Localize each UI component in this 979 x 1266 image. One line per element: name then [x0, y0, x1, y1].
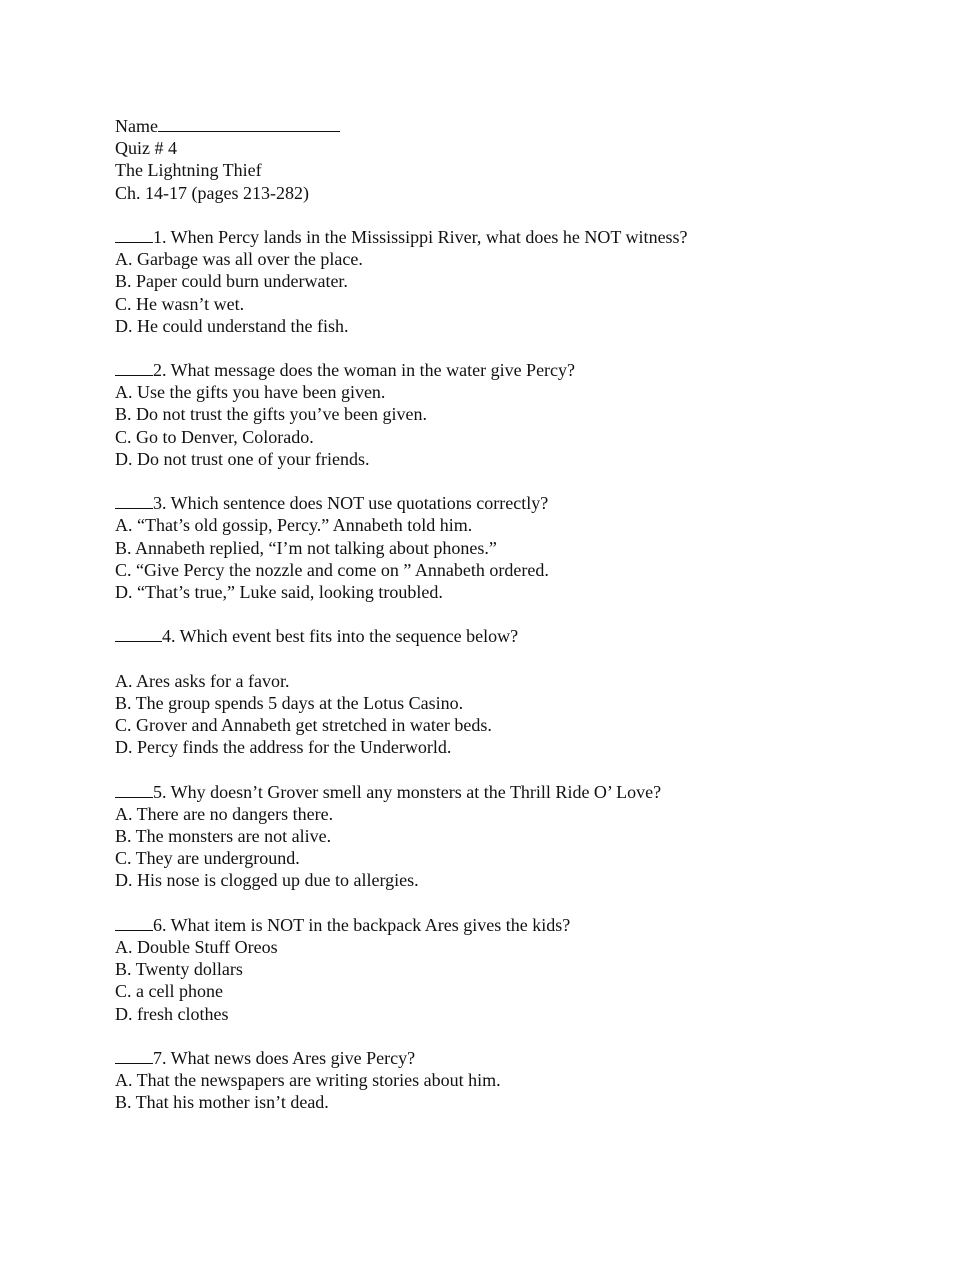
- answer-option: A. That the newspapers are writing stories about him.: [115, 1070, 501, 1091]
- question-6: [115, 914, 935, 1025]
- question-prompt: 6. What item is NOT in the backpack Ares gives the kids?: [115, 914, 935, 936]
- chapter-range: Ch. 14-17 (pages 213-282): [115, 182, 309, 203]
- answer-option: A. Double Stuff Oreos: [115, 936, 278, 957]
- answer-option: D. “That’s true,” Luke said, looking troubled.: [115, 581, 443, 602]
- book-title: The Lightning Thief: [115, 160, 262, 181]
- answer-option: B. Twenty dollars: [115, 959, 243, 980]
- answer-blank[interactable]: [115, 783, 153, 798]
- question-2: [115, 359, 935, 470]
- answer-option: D. Do not trust one of your friends.: [115, 448, 370, 469]
- name-line: [115, 115, 935, 137]
- name-blank-line[interactable]: [158, 115, 340, 132]
- answer-option: D. He could understand the fish.: [115, 315, 349, 336]
- question-prompt: 7. What news does Ares give Percy?: [115, 1047, 935, 1069]
- answer-option: D. Percy finds the address for the Underworld.: [115, 737, 452, 758]
- answer-blank[interactable]: [115, 228, 153, 243]
- answer-option: D. His nose is clogged up due to allergies.: [115, 870, 419, 891]
- answer-option: A. Use the gifts you have been given.: [115, 382, 386, 403]
- name-label: Name: [115, 116, 158, 136]
- answer-option: B. The group spends 5 days at the Lotus Casino.: [115, 692, 464, 713]
- answer-option: D. fresh clothes: [115, 1003, 229, 1024]
- question-3: [115, 492, 935, 603]
- answer-option: A. There are no dangers there.: [115, 803, 334, 824]
- question-prompt: 4. Which event best fits into the sequence below?: [115, 625, 935, 647]
- answer-option: C. Grover and Annabeth get stretched in water beds.: [115, 715, 492, 736]
- answer-option: A. “That’s old gossip, Percy.” Annabeth told him.: [115, 515, 473, 536]
- answer-option: B. The monsters are not alive.: [115, 826, 332, 846]
- answer-blank[interactable]: [115, 494, 153, 509]
- answer-option: A. Garbage was all over the place.: [115, 249, 363, 270]
- answer-blank[interactable]: [115, 627, 162, 642]
- answer-option: B. Annabeth replied, “I’m not talking about phones.”: [115, 537, 497, 558]
- answer-blank[interactable]: [115, 361, 153, 376]
- answer-option: C. Go to Denver, Colorado.: [115, 426, 314, 447]
- question-prompt: 3. Which sentence does NOT use quotations correctly?: [115, 492, 935, 514]
- answer-option: B. Do not trust the gifts you’ve been given.: [115, 404, 427, 425]
- answer-option: B. That his mother isn’t dead.: [115, 1092, 329, 1113]
- question-4: [115, 625, 935, 758]
- answer-option: B. Paper could burn underwater.: [115, 271, 348, 292]
- answer-blank[interactable]: [115, 916, 153, 931]
- question-prompt: 2. What message does the woman in the water give Percy?: [115, 359, 935, 381]
- question-1: [115, 226, 935, 337]
- question-prompt: 1. When Percy lands in the Mississippi River, what does he NOT witness?: [115, 226, 935, 248]
- answer-option: C. a cell phone: [115, 981, 223, 1002]
- quiz-document: [115, 115, 935, 1113]
- answer-option: C. “Give Percy the nozzle and come on ” Annabeth ordered.: [115, 559, 549, 580]
- question-prompt: 5. Why doesn’t Grover smell any monsters at the Thrill Ride O’ Love?: [115, 781, 935, 803]
- answer-option: C. They are underground.: [115, 848, 300, 869]
- quiz-title: Quiz # 4: [115, 138, 177, 159]
- answer-option: A. Ares asks for a favor.: [115, 670, 290, 691]
- answer-blank[interactable]: [115, 1049, 153, 1064]
- question-7: [115, 1047, 935, 1114]
- question-5: [115, 781, 935, 892]
- answer-option: C. He wasn’t wet.: [115, 293, 245, 314]
